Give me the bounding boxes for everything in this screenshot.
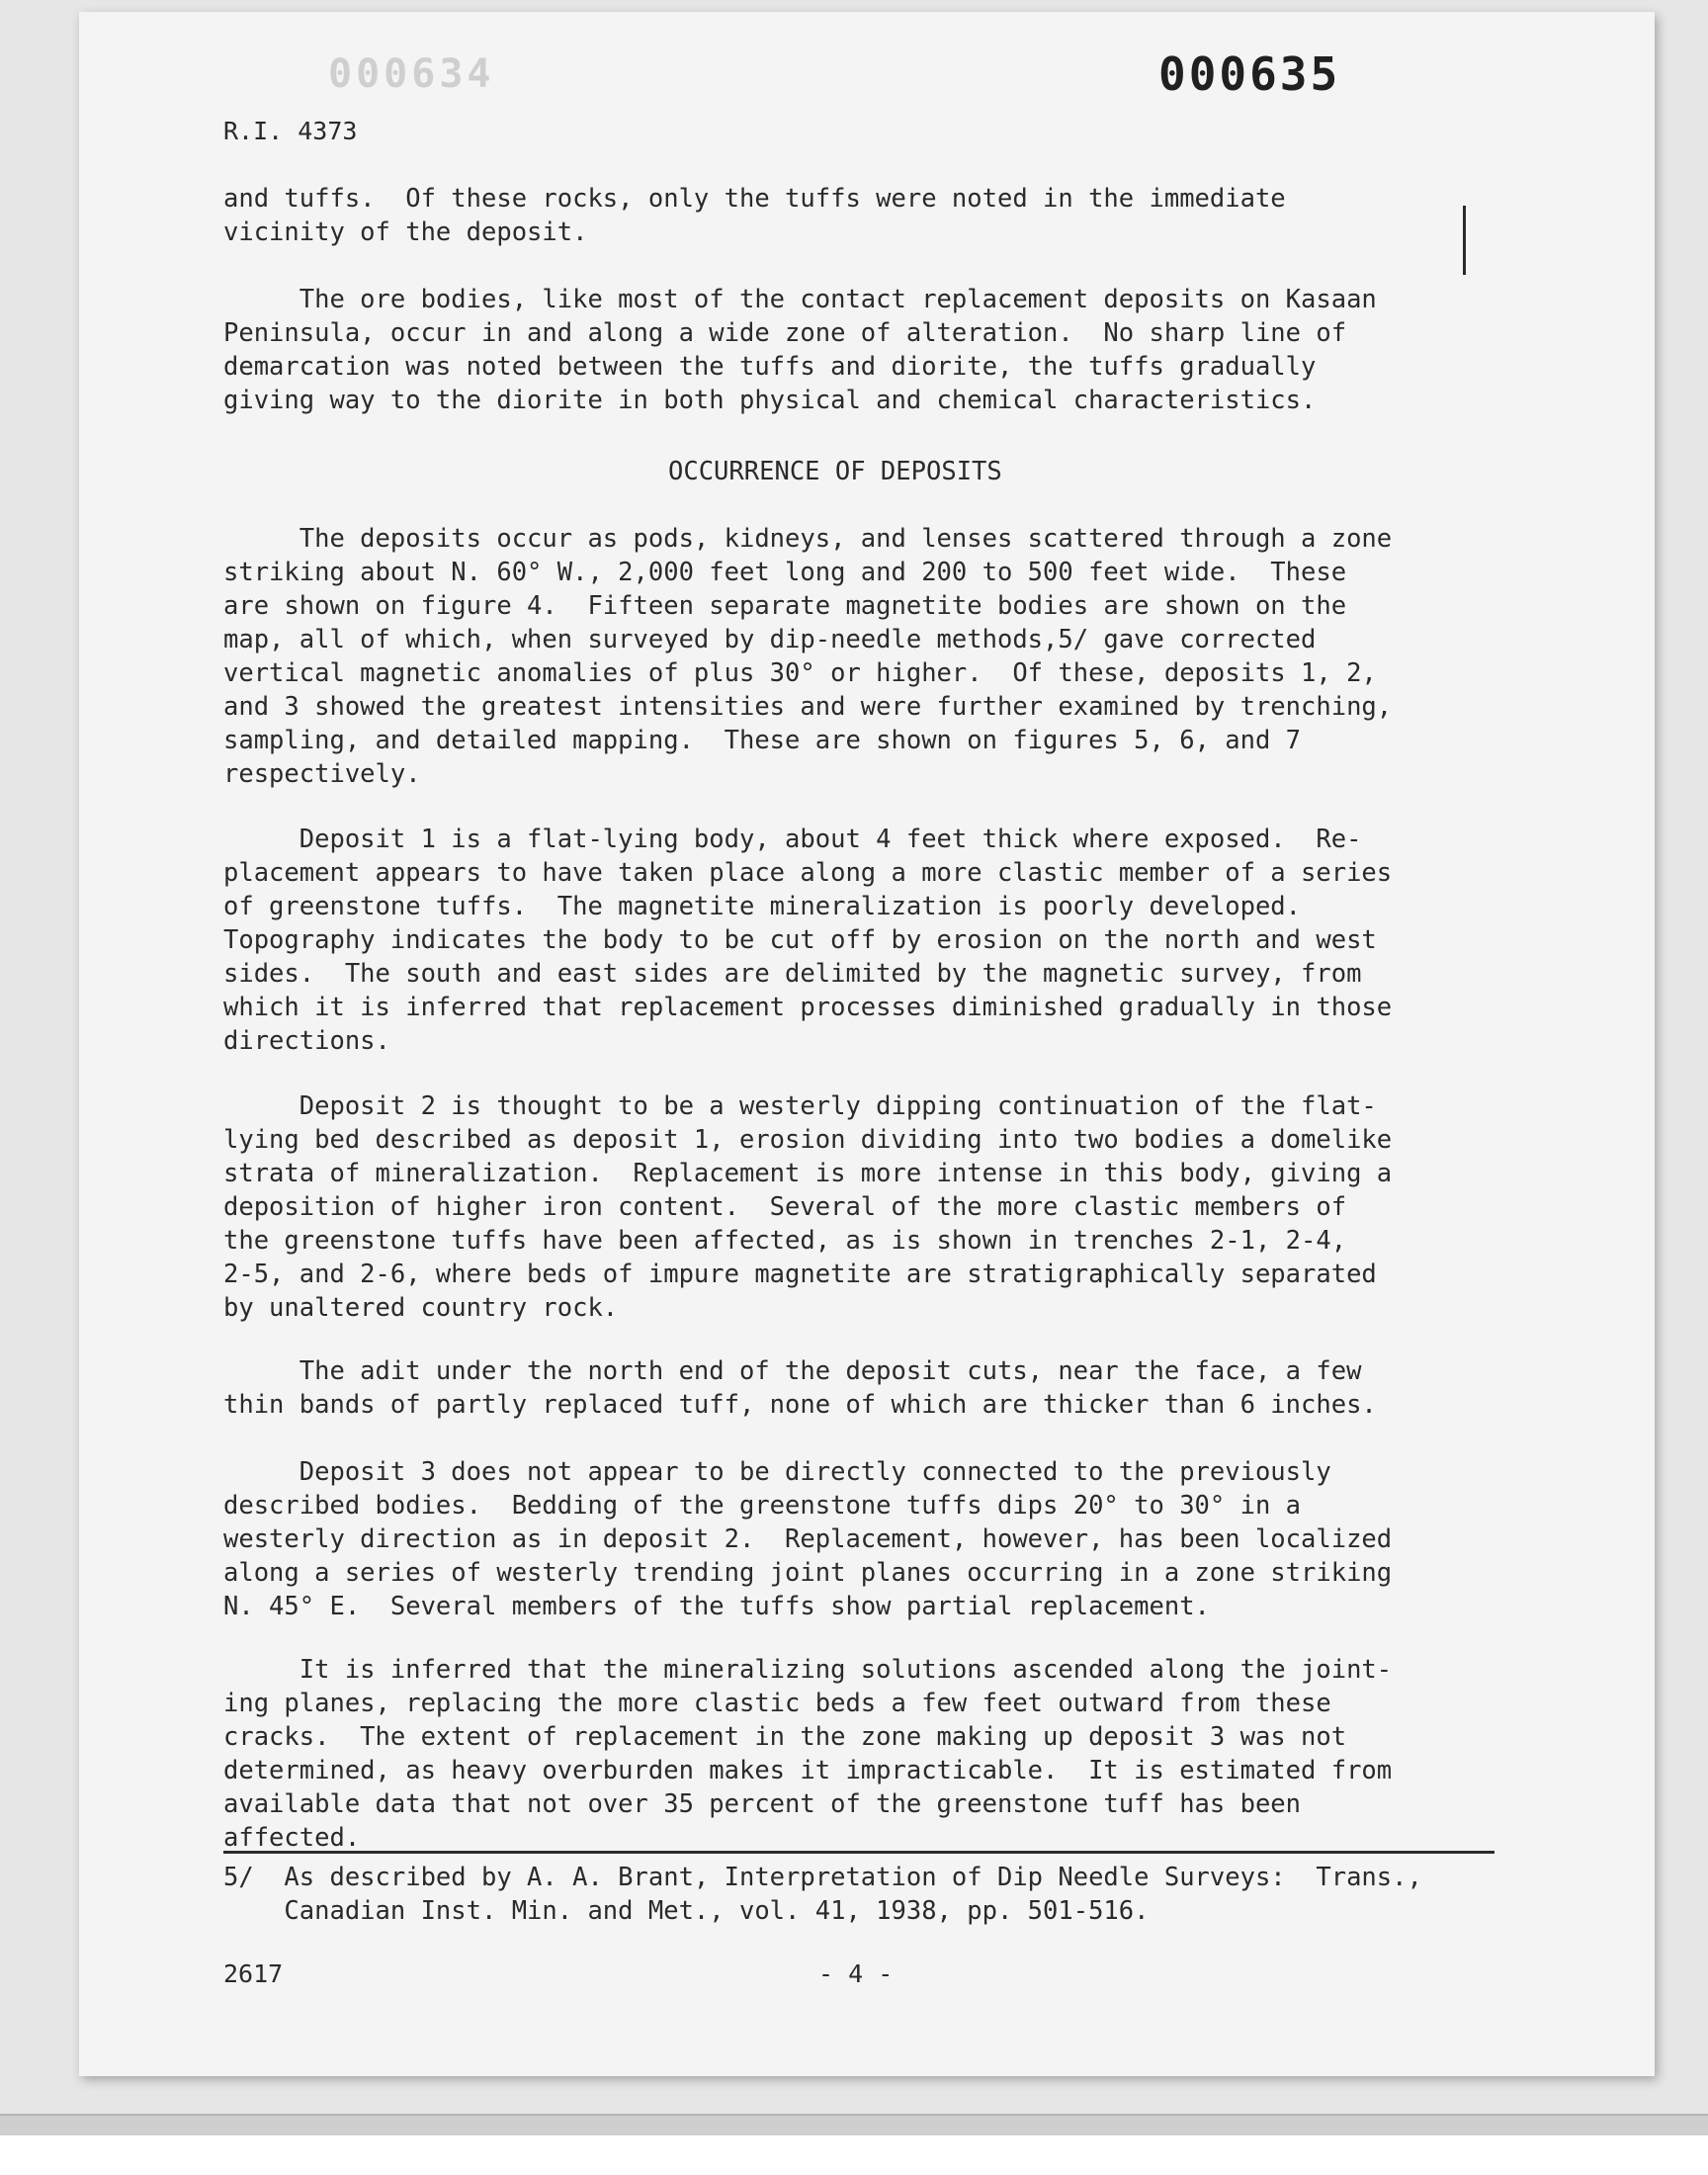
paragraph-2: The ore bodies, like most of the contact replacement deposits on Kasaan Peninsula, occur in and along a wide zone of alteration. No sharp line of demarcation was noted between the tuffs and diorite, the tuffs gradually giving way to the diorite in both physical and chemical characteristics.: [223, 285, 1377, 415]
paragraph-7: Deposit 3 does not appear to be directly connected to the previously described bodies. Bedding of the greenstone tuffs dips 20° to 30° in a westerly direction as in deposit 2. Replacement, however, has been localized along a series of westerly trending joint planes occurring in a zone striking N. 45° E. Several members of the tuffs show partial replacement.: [223, 1457, 1393, 1621]
footnote-rule: [223, 1851, 1494, 1854]
paragraph-3: The deposits occur as pods, kidneys, and lenses scattered through a zone striking about N. 60° W., 2,000 feet long and 200 to 500 feet wide. These are shown on figure 4. Fifteen separate magnetite bodies are shown on the map, all of which, when surveyed by dip-needle methods,5/ gave corrected vertical magnetic anomalies of plus 30° or higher. Of these, deposits 1, 2, and 3 showed the greatest intensities and were further examined by trenching, sampling, and detailed mapping. These are shown on figures 5, 6, and 7 respectively.: [223, 524, 1393, 789]
report-id: R.I. 4373: [223, 117, 358, 145]
stamp-number: 000635: [1158, 47, 1341, 101]
viewer-bottom-band: [0, 2114, 1708, 2135]
footnote: 5/ As described by A. A. Brant, Interpretation of Dip Needle Surveys: Trans., Canadian Inst. Min. and Met., vol. 41, 1938, pp. 501-516.: [223, 1863, 1422, 1926]
page-number: - 4 -: [818, 1959, 894, 1988]
section-heading: OCCURRENCE OF DEPOSITS: [668, 457, 1002, 486]
paragraph-4: Deposit 1 is a flat-lying body, about 4 feet thick where exposed. Re- placement appears to have taken place along a more clastic member of a series of greenstone tuffs. The magnetite mineralization is poorly developed. Topography indicates the body to be cut off by erosion on the north and west sides. The south and east sides are delimited by the magnetic survey, from which it is inferred that replacement processes diminished gradually in those directions.: [223, 825, 1393, 1056]
paragraph-1: and tuffs. Of these rocks, only the tuffs were noted in the immediate vicinity of the deposit.: [223, 184, 1286, 247]
document-page: [79, 12, 1655, 2076]
paragraph-8: It is inferred that the mineralizing solutions ascended along the joint- ing planes, replacing the more clastic beds a few feet outward from these cracks. The extent of replacement in the zone making up deposit 3 was not determined, as heavy overburden makes it impracticable. It is estimated from available data that not over 35 percent of the greenstone tuff has been affected.: [223, 1655, 1393, 1853]
ghost-stamp-number: 000634: [328, 51, 495, 97]
paragraph-6: The adit under the north end of the deposit cuts, near the face, a few thin bands of partly replaced tuff, none of which are thicker than 6 inches.: [223, 1356, 1377, 1420]
page-code: 2617: [223, 1959, 284, 1988]
paragraph-5: Deposit 2 is thought to be a westerly dipping continuation of the flat- lying bed described as deposit 1, erosion dividing into two bodies a domelike strata of mineralization. Replacement is more intense in this body, giving a deposition of higher iron content. Several of the more clastic members of the greenstone tuffs have been affected, as is shown in trenches 2-1, 2-4, 2-5, and 2-6, where beds of impure magnetite are stratigraphically separated by unaltered country rock.: [223, 1091, 1393, 1323]
